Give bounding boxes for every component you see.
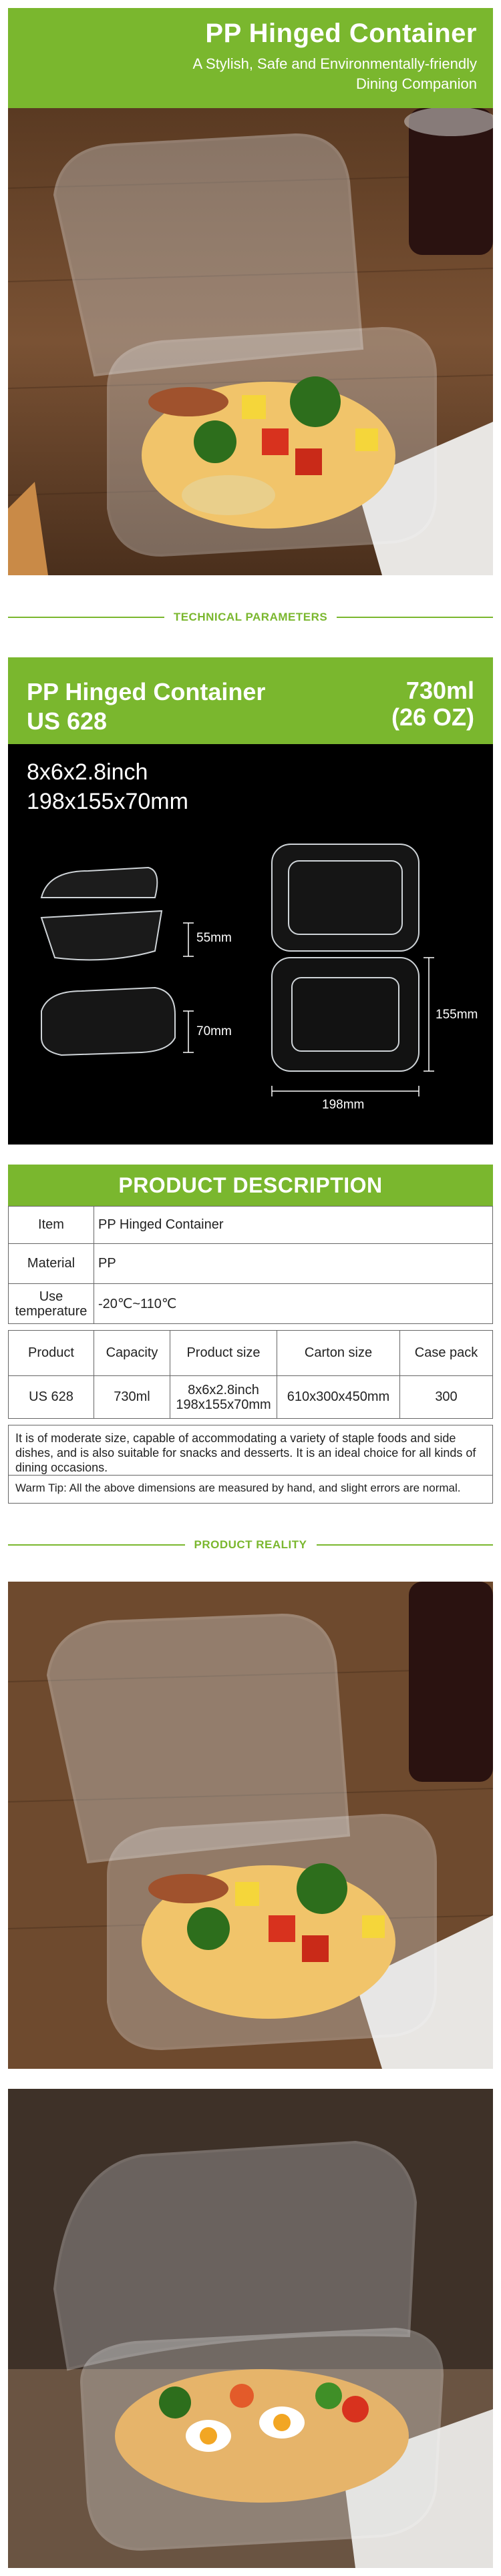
hero-title: PP Hinged Container xyxy=(205,19,477,48)
description-title: PRODUCT DESCRIPTION xyxy=(8,1165,493,1206)
table-row: Material PP xyxy=(9,1244,493,1284)
tech-dimensions: 8x6x2.8inch 198x155x70mm xyxy=(27,759,188,814)
label-155mm: 155mm xyxy=(436,1008,478,1022)
description-tip: Warm Tip: All the above dimensions are measured by hand, and slight errors are normal. xyxy=(8,1476,493,1504)
tech-capacity: 730ml (26 OZ) xyxy=(391,677,474,731)
section-technical-title: TECHNICAL PARAMETERS xyxy=(8,607,493,627)
hero-banner xyxy=(8,8,493,108)
product-table xyxy=(8,1330,493,1419)
spec-table xyxy=(8,1206,493,1324)
label-198mm: 198mm xyxy=(322,1098,365,1112)
hero-photo xyxy=(8,108,493,575)
description-note: It is of moderate size, capable of accommodating a variety of staple foods and side dishes, and is also suitable for snacks and desserts. It is an ideal choice for all kinds of dining occasions. xyxy=(8,1425,493,1476)
hero-subtitle-line2: Dining Companion xyxy=(356,75,477,92)
reality-photo-2 xyxy=(8,2089,493,2568)
tech-diagram xyxy=(8,744,493,1145)
label-70mm: 70mm xyxy=(196,1024,232,1038)
table-header-row: Product Capacity Product size Carton size Case pack xyxy=(9,1331,493,1376)
table-row: Item PP Hinged Container xyxy=(9,1207,493,1244)
hero-subtitle-line1: A Stylish, Safe and Environmentally-friendly xyxy=(192,55,477,72)
reality-photo-1 xyxy=(8,1582,493,2069)
table-row: Use temperature -20℃~110℃ xyxy=(9,1284,493,1324)
label-55mm: 55mm xyxy=(196,931,232,945)
table-row: US 628 730ml 8x6x2.8inch 198x155x70mm 610x300x450mm 300 xyxy=(9,1376,493,1419)
section-reality-title: PRODUCT REALITY xyxy=(8,1535,493,1555)
tech-header xyxy=(8,657,493,744)
tech-product-name: PP Hinged Container US 628 xyxy=(27,678,266,735)
